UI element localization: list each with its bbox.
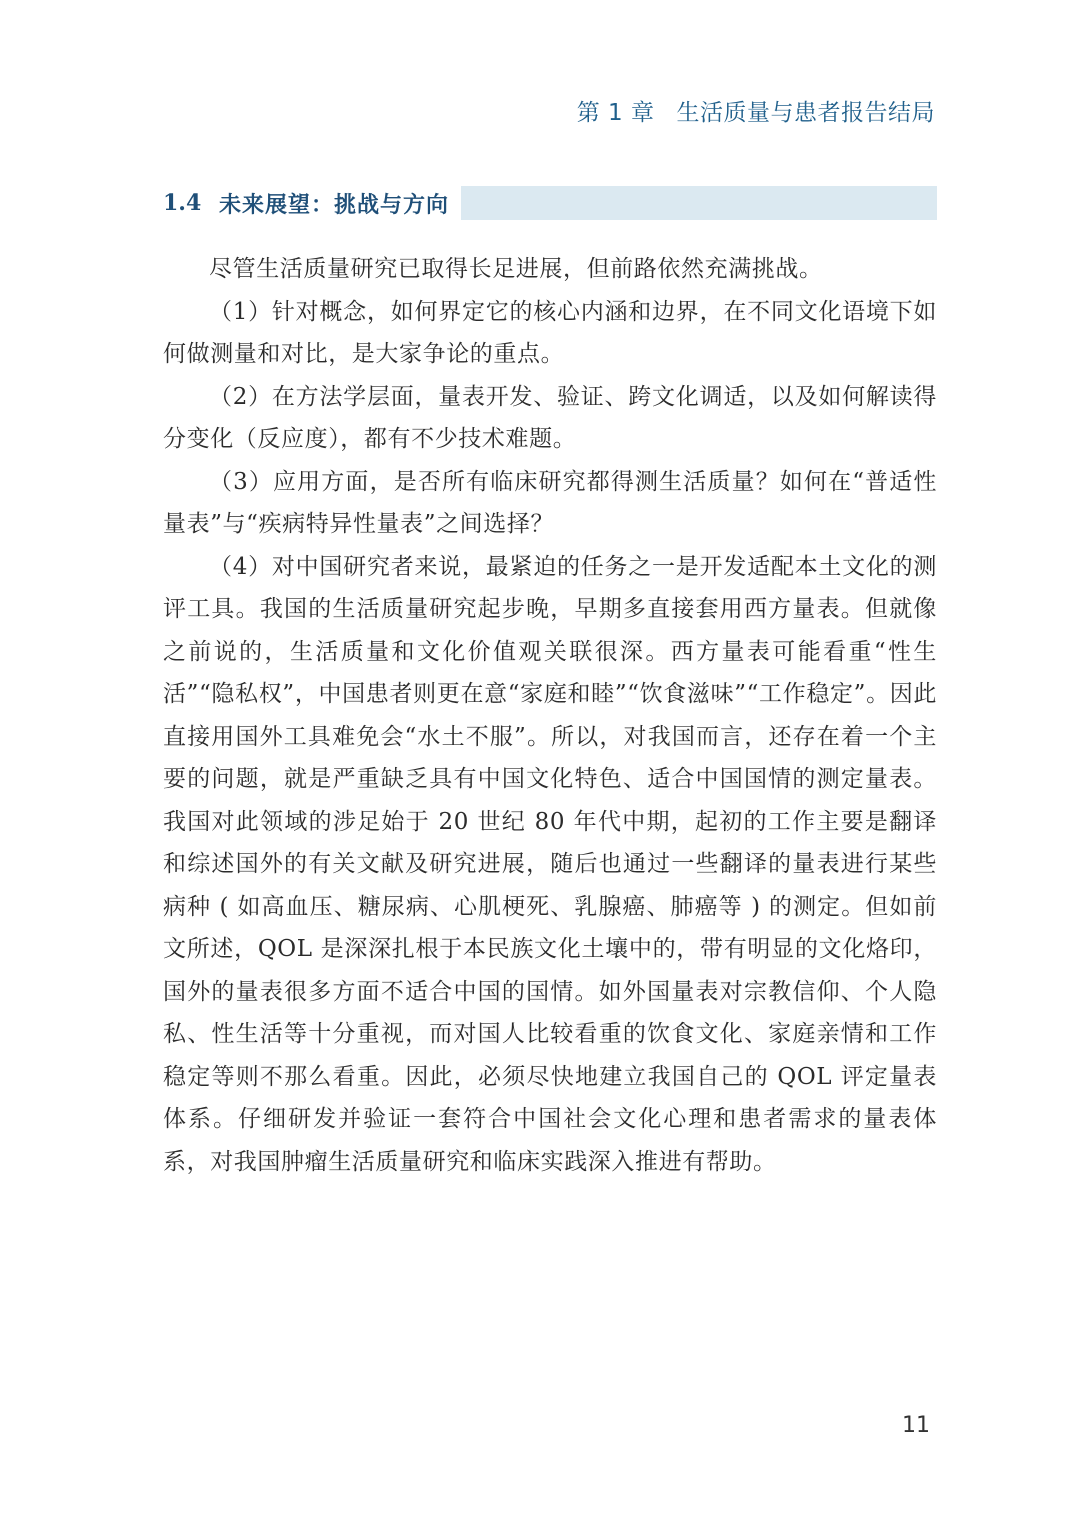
section-heading-bar [461,186,937,220]
section-number: 1.4 [163,190,202,216]
section-title: 未来展望：挑战与方向 [219,192,450,218]
paragraph-point-3: （3）应用方面，是否所有临床研究都得测生活质量？如何在“普适性量表”与“疾病特异性量表”之间选择？ [163,468,937,537]
paragraph-point-4: （4）对中国研究者来说，最紧迫的任务之一是开发适配本土文化的测评工具。我国的生活质量研究起步晚，早期多直接套用西方量表。但就像之前说的，生活质量和文化价值观关联很深。西方量表可能看重“性生活”“隐私权”，中国患者则更在意“家庭和睦”“饮食滋味”“工作稳定”。因此直接用国外工具难免会“水土不服”。所以，对我国而言，还存在着一个主要的问题，就是严重缺乏具有中国文化特色、适合中国国情的测定量表。我国对此领域的涉足始于 20 世纪 80 年代中期，起初的工作主要是翻译和综述国外的有关文献及研究进展，随后也通过一些翻译的量表进行某些病种 ( 如高血压、糖尿病、心肌梗死、乳腺癌、肺癌等 ) 的测定。但如前文所述，QOL 是深深扎根于本民族文化土壤中的，带有明显的文化烙印，国外的量表很多方面不适合中国的国情。如外国量表对宗教信仰、个人隐私、性生活等十分重视，而对国人比较看重的饮食文化、家庭亲情和工作稳定等则不那么看重。因此，必须尽快地建立我国自己的 QOL 评定量表体系。仔细研发并验证一套符合中国社会文化心理和患者需求的量表体系，对我国肿瘤生活质量研究和临床实践深入推进有帮助。 [163,553,937,1175]
body-text [163,248,937,1183]
running-header [577,94,935,127]
chapter-title: 生活质量与患者报告结局 [676,100,935,126]
section-heading [163,186,937,220]
paragraph-point-1: （1）针对概念，如何界定它的核心内涵和边界，在不同文化语境下如何做测量和对比，是大家争论的重点。 [163,298,937,367]
paragraph-point-2: （2）在方法学层面，量表开发、验证、跨文化调适，以及如何解读得分变化（反应度），都有不少技术难题。 [163,383,937,452]
paragraph-intro: 尽管生活质量研究已取得长足进展，但前路依然充满挑战。 [209,256,823,282]
chapter-number: 第 1 章 [576,100,655,126]
page-number: 11 [902,1413,930,1438]
